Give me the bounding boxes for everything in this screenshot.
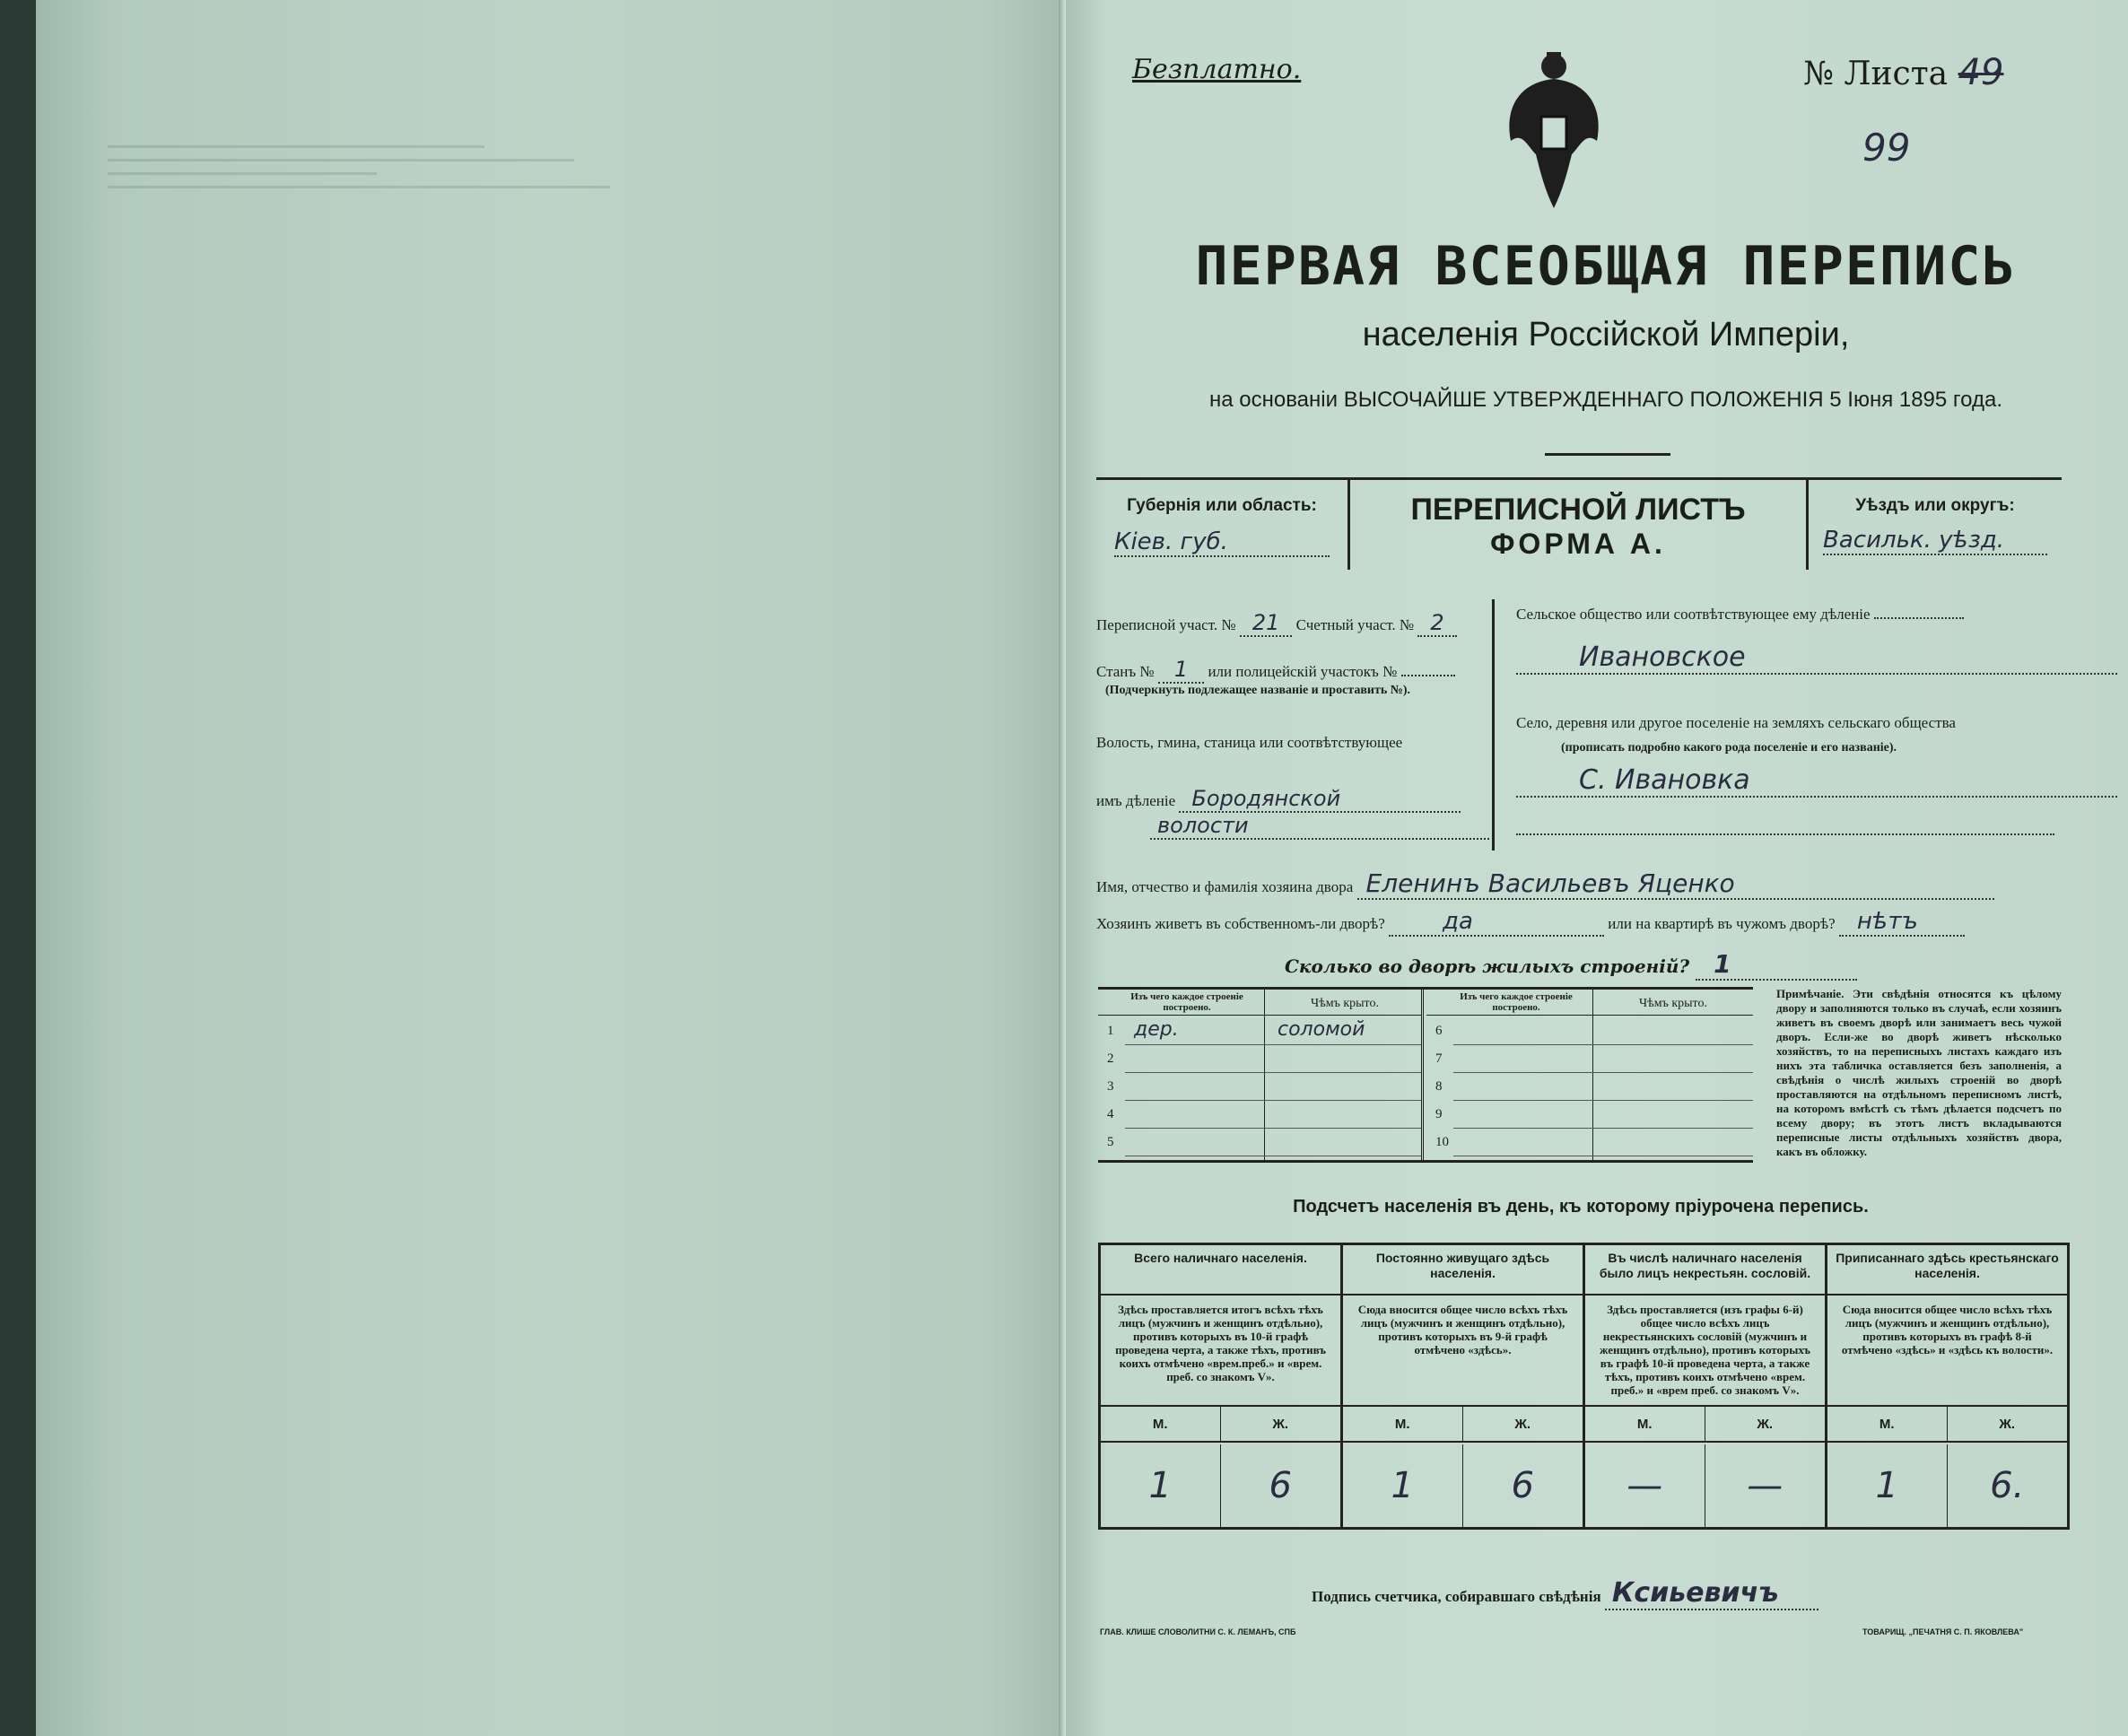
double-headed-eagle-icon xyxy=(1500,47,1608,217)
building-row xyxy=(1098,1130,1421,1157)
tally-male-header: М. xyxy=(1343,1407,1463,1443)
volost-label2: имъ дѣленіе xyxy=(1096,792,1176,809)
building-number: 7 xyxy=(1435,1051,1443,1066)
building-number: 1 xyxy=(1107,1024,1114,1038)
census-district-value: 21 xyxy=(1240,610,1293,637)
owner-name-label: Имя, отчество и фамилія хозяина двора xyxy=(1096,878,1354,895)
signature-value: Ксиьевичъ xyxy=(1605,1577,1818,1610)
census-basis: на основаніи ВЫСОЧАЙШЕ УТВЕРЖДЕННАГО ПОЛОЖЕНІЯ 5 Іюня 1895 года. xyxy=(1208,388,2002,412)
police-label: или полицейскій участокъ № xyxy=(1208,663,1398,680)
owner-name-value: Еленинъ Васильевъ Яценко xyxy=(1357,868,1994,900)
building-number: 5 xyxy=(1107,1135,1114,1149)
sheet-number-text: № Листа xyxy=(1803,56,1949,92)
society-row xyxy=(1516,606,2063,624)
buildings-left-half xyxy=(1098,990,1424,1160)
tally-male-header: М. xyxy=(1827,1407,1948,1443)
count-district-value: 2 xyxy=(1417,610,1456,637)
form-title-box xyxy=(1350,477,1806,570)
tally-column-header: Приписаннаго здѣсь крестьянскаго населенія. xyxy=(1827,1245,2067,1295)
tally-male-header: М. xyxy=(1101,1407,1221,1443)
building-number: 10 xyxy=(1435,1135,1449,1149)
tally-column xyxy=(1585,1245,1827,1527)
gubernia-label: Губернія или область: xyxy=(1127,496,1317,515)
volost-label: Волость, гмина, станица или соотвѣтствующее xyxy=(1096,734,1403,751)
owner-yard-row xyxy=(1096,908,2065,937)
tally-male-value: — xyxy=(1585,1444,1705,1527)
stan-value: 1 xyxy=(1158,657,1204,684)
building-number: 2 xyxy=(1107,1051,1114,1066)
location-divider xyxy=(1492,599,1495,851)
uezd-label: Уѣздъ или округъ: xyxy=(1855,496,2015,515)
form-title: ПЕРЕПИСНОЙ ЛИСТЪ xyxy=(1410,493,1746,527)
other-yard-label: или на квартирѣ въ чужомъ дворѣ? xyxy=(1608,915,1836,932)
stan-label: Станъ № xyxy=(1096,663,1155,680)
form-subtitle: ФОРМА А. xyxy=(1490,528,1666,560)
society-value: Ивановское xyxy=(1516,641,2117,675)
buildings-value: 1 xyxy=(1696,949,1857,981)
tally-female-value: 6. xyxy=(1990,1465,2025,1506)
building-row xyxy=(1426,1046,1753,1074)
own-yard-value: да xyxy=(1389,908,1604,937)
underline-note: (Подчеркнуть подлежащее названіе и проставить №). xyxy=(1105,684,1410,697)
own-yard-label: Хозяинъ живетъ въ собственномъ-ли дворѣ? xyxy=(1096,915,1385,932)
stan-row xyxy=(1096,657,1482,682)
imprint-right: ТОВАРИЩ. „ПЕЧАТНЯ С. П. ЯКОВЛЕВА" xyxy=(1862,1627,2024,1636)
volost-value2: волости xyxy=(1150,813,1489,840)
sheet-number-crossed: 49 xyxy=(1958,52,2004,93)
uezd-box xyxy=(1806,477,2062,570)
tally-column-description: Здѣсь проставляется (изъ графы 6-й) общее число всѣхъ лицъ некрестьянскихъ сословій (мужчинъ и женщинъ отдѣльно), противъ которыхъ въ графѣ 10-й проведена черта, а также тѣхъ, противъ коихъ отмѣчено «врем. преб.» и «врем преб. со знакомъ V». xyxy=(1585,1295,1825,1407)
tally-female-header: Ж. xyxy=(1221,1407,1341,1443)
tally-female-header: Ж. xyxy=(1463,1407,1583,1443)
other-yard-value: нѣтъ xyxy=(1839,908,1965,937)
tally-column-description: Сюда вносится общее число всѣхъ тѣхъ лицъ (мужчинъ и женщинъ отдѣльно), противъ которыхъ въ 9-й графѣ отмѣчено «здѣсь». xyxy=(1343,1295,1583,1407)
tally-column-description: Сюда вносится общее число всѣхъ тѣхъ лицъ (мужчинъ и женщинъ отдѣльно), противъ которыхъ въ графѣ 8-й отмѣчено «здѣсь» и «здѣсь къ волости». xyxy=(1827,1295,2067,1407)
tally-female-value: 6 xyxy=(1269,1465,1292,1506)
tally-male-header: М. xyxy=(1585,1407,1705,1443)
building-row xyxy=(1098,1102,1421,1130)
tally-column xyxy=(1827,1245,2067,1527)
building-row xyxy=(1426,1074,1753,1102)
village-note: (прописать подробно какого рода поселеніе и его названіе). xyxy=(1561,741,1897,755)
tally-column-header: Всего наличнаго населенія. xyxy=(1101,1245,1340,1295)
signature-label: Подпись счетчика, собиравшаго свѣдѣнія xyxy=(1312,1588,1601,1605)
sheet-number-label xyxy=(1803,52,2003,93)
census-main-title: ПЕРВАЯ ВСЕОБЩАЯ ПЕРЕПИСЬ xyxy=(1195,235,2017,298)
building-roof: соломой xyxy=(1278,1018,1365,1041)
building-row xyxy=(1098,1074,1421,1102)
tally-male-value: 1 xyxy=(1343,1444,1463,1527)
tally-male-value: 1 xyxy=(1827,1444,1948,1527)
col-material-header-right: Изъ чего каждое строеніе построено. xyxy=(1460,991,1573,1013)
buildings-label: Сколько во дворѣ жилыхъ строеній? xyxy=(1285,955,1690,977)
census-district-row xyxy=(1096,610,1482,635)
tally-female-header: Ж. xyxy=(1948,1407,2068,1443)
buildings-row xyxy=(1285,949,1913,981)
building-number: 3 xyxy=(1107,1079,1114,1094)
side-note: Примѣчаніе. Эти свѣдѣнія относятся къ цѣлому двору и заполняются только въ случаѣ, если хозяинъ живетъ въ своемъ дворѣ или занимаетъ весь чужой дворъ. Если-же во дворѣ живетъ нѣсколько хозяйствъ, то на переписныхъ листахъ каждаго изъ нихъ эта табличка оставляется безъ заполненія, а свѣдѣнія о числѣ жилыхъ строеній во дворѣ проставляются на отдѣльномъ переписномъ листѣ, на которомъ вмѣстѣ съ тѣмъ дѣлается подсчетъ по всему двору; въ этотъ листъ вкладываются переписные листы отдѣльныхъ хозяйствъ двора, какъ въ обложку. xyxy=(1776,987,2062,1158)
sheet-number-new: 99 xyxy=(1862,126,1911,170)
village-extra-line xyxy=(1516,830,2054,835)
building-row xyxy=(1426,1130,1753,1157)
building-number: 9 xyxy=(1435,1107,1443,1121)
building-number: 8 xyxy=(1435,1079,1443,1094)
building-row xyxy=(1098,1046,1421,1074)
volost-value: Бородянской xyxy=(1179,786,1461,813)
building-row xyxy=(1426,1102,1753,1130)
free-label: Безплатно. xyxy=(1132,54,1302,85)
gubernia-box xyxy=(1096,477,1350,570)
building-row xyxy=(1098,1018,1421,1046)
census-district-label: Переписной участ. № xyxy=(1096,616,1236,633)
tally-female-value: 6 xyxy=(1511,1465,1534,1506)
village-label: Село, деревня или другое поселеніе на земляхъ сельскаго общества xyxy=(1516,714,1956,731)
tally-female-header: Ж. xyxy=(1705,1407,1826,1443)
tally-column xyxy=(1101,1245,1343,1527)
left-page-blank xyxy=(36,0,1066,1736)
buildings-right-half xyxy=(1426,990,1753,1160)
tally-female-value: — xyxy=(1747,1465,1784,1506)
building-number: 4 xyxy=(1107,1107,1114,1121)
building-row xyxy=(1426,1018,1753,1046)
building-number: 6 xyxy=(1435,1024,1443,1038)
imprint-left: ГЛАВ. КЛИШЕ СЛОВОЛИТНИ С. К. ЛЕМАНЪ, СПБ xyxy=(1100,1627,1296,1636)
tally-column-description: Здѣсь проставляется итогъ всѣхъ тѣхъ лицъ (мужчинъ и женщинъ отдѣльно), противъ которыхъ въ 10-й графѣ проведена черта, а также тѣхъ, противъ коихъ отмѣчено «врем.преб.» и «врем. преб. со знакомъ V». xyxy=(1101,1295,1340,1407)
tally-column xyxy=(1343,1245,1585,1527)
buildings-table xyxy=(1098,987,1753,1163)
census-subtitle: населенія Россійской Имперіи, xyxy=(1362,316,1850,353)
count-district-label: Счетный участ. № xyxy=(1295,616,1415,633)
col-roof-header-left: Чѣмъ крыто. xyxy=(1311,997,1379,1010)
society-label: Сельское общество или соотвѣтствующее ему дѣленіе xyxy=(1516,606,1871,623)
village-value: С. Ивановка xyxy=(1516,764,2117,798)
tally-male-value: 1 xyxy=(1101,1444,1221,1527)
tally-column-header: Постоянно живущаго здѣсь населенія. xyxy=(1343,1245,1583,1295)
building-material: дер. xyxy=(1134,1018,1179,1041)
gubernia-value: Кіев. губ. xyxy=(1114,528,1330,557)
uezd-value: Васильк. уѣзд. xyxy=(1823,527,2047,555)
col-roof-header-right: Чѣмъ крыто. xyxy=(1639,997,1707,1010)
police-value xyxy=(1401,675,1455,676)
tally-title: Подсчетъ населенія въ день, къ которому пріурочена перепись. xyxy=(1293,1197,1869,1217)
signature-row xyxy=(1312,1577,2074,1610)
bleed-through-marks xyxy=(108,135,646,332)
society-dots xyxy=(1874,617,1964,619)
tally-column-header: Въ числѣ наличнаго населенія было лицъ некрестьян. сословій. xyxy=(1585,1245,1825,1295)
volost-row xyxy=(1096,786,1482,813)
tally-table xyxy=(1098,1243,2070,1530)
col-material-header-left: Изъ чего каждое строеніе построено. xyxy=(1130,991,1243,1013)
title-divider xyxy=(1545,453,1670,456)
owner-name-row xyxy=(1096,868,2065,900)
